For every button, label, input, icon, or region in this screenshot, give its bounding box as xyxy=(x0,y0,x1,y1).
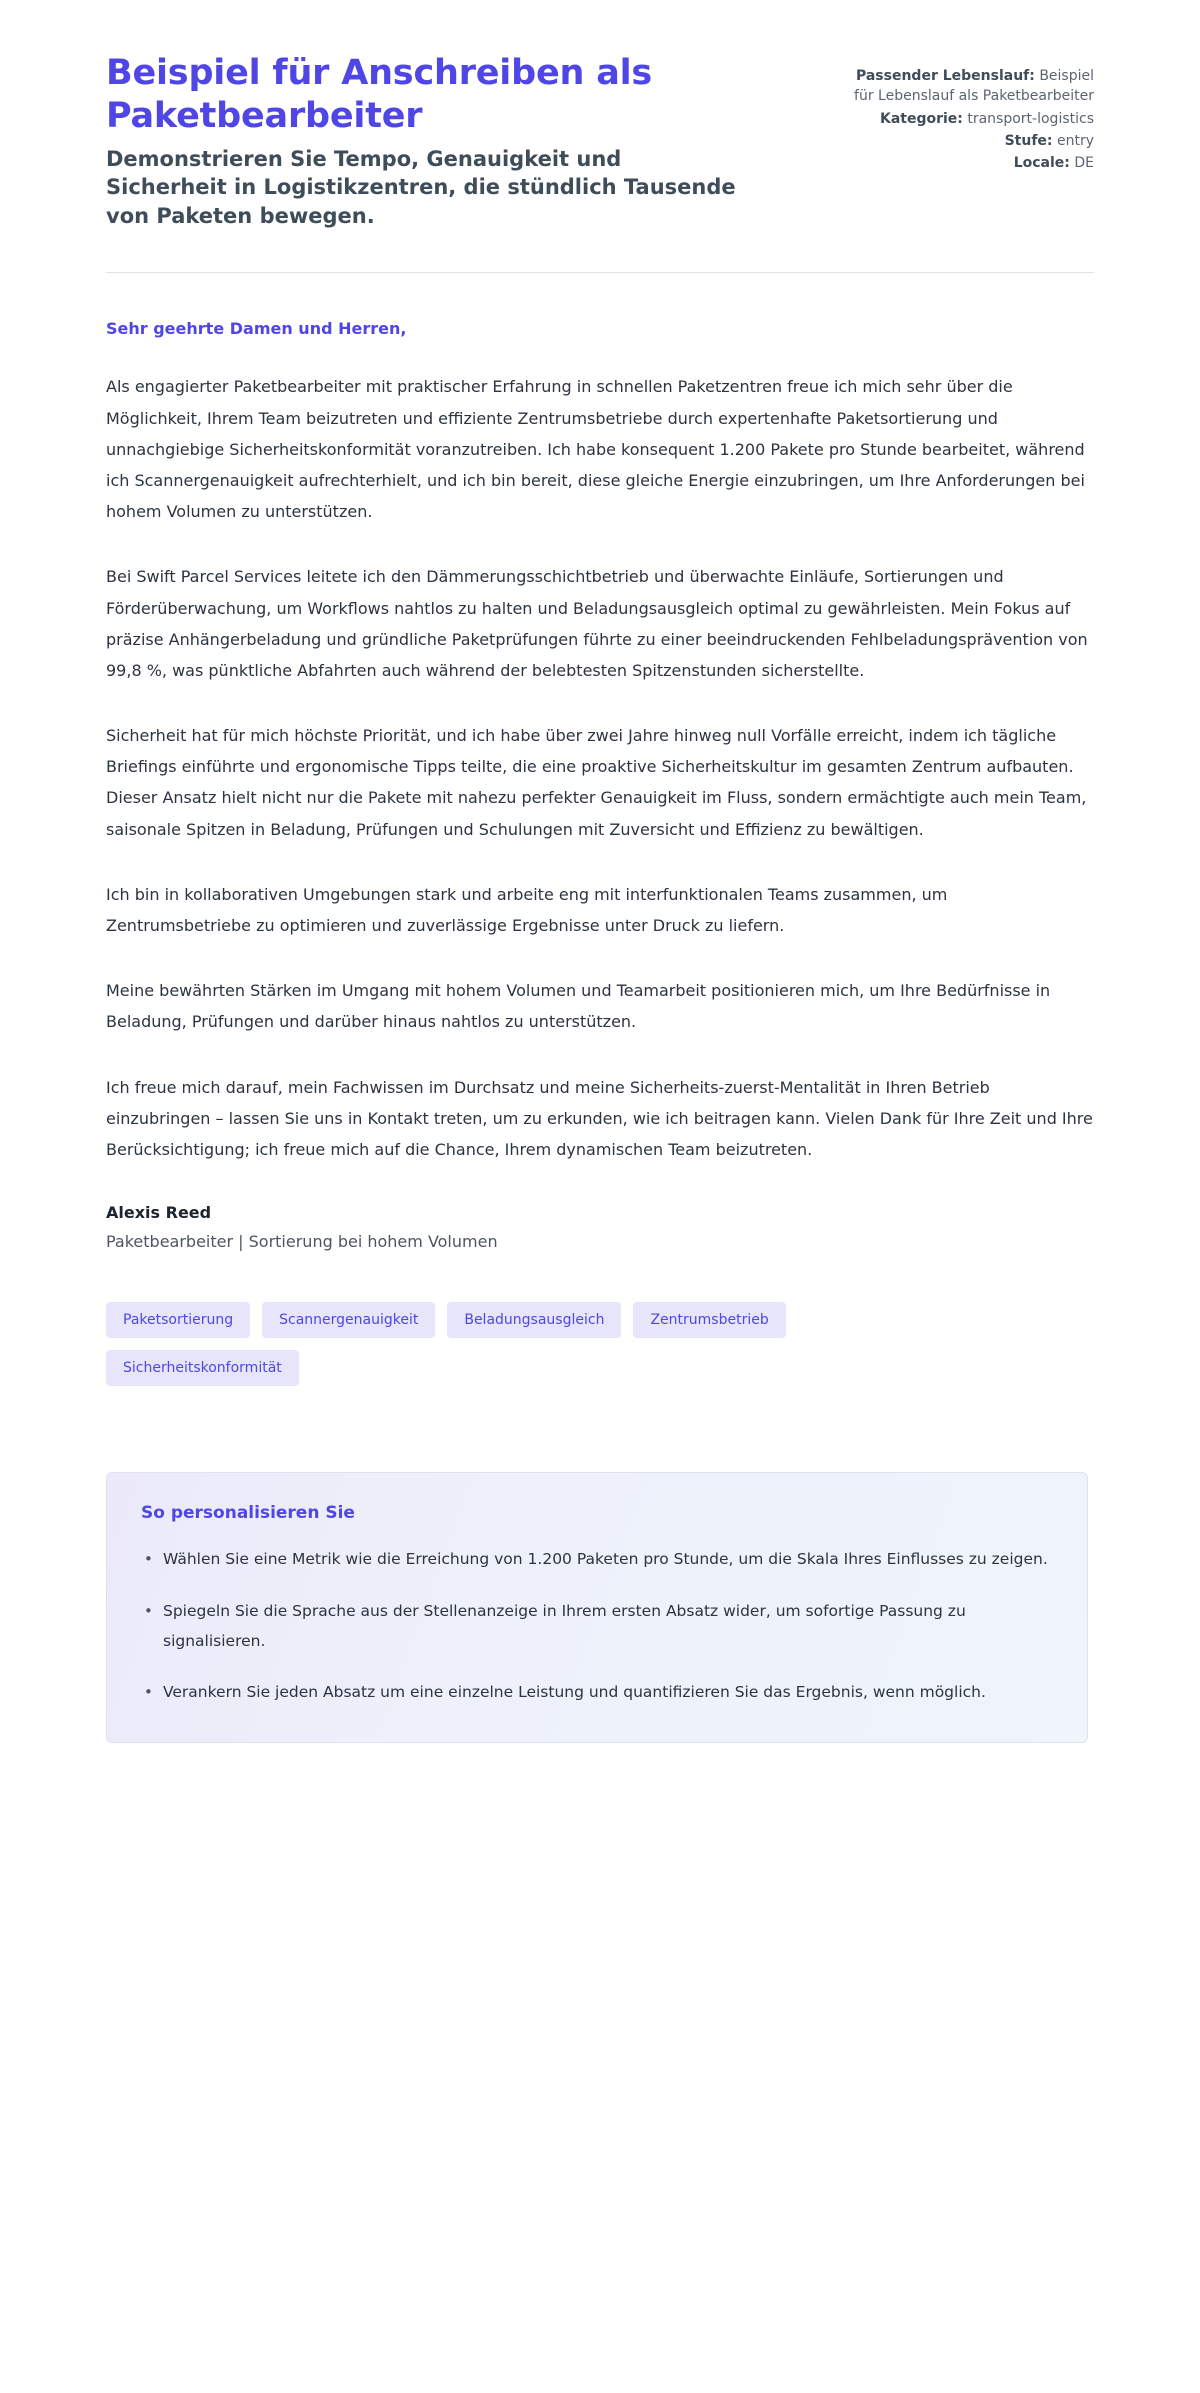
signature-block xyxy=(106,1203,1094,1254)
cover-letter-body xyxy=(106,273,1094,1254)
meta-label-locale: Locale: xyxy=(1013,155,1070,172)
page-title: Beispiel für Anschreiben als Paketbearbeiter xyxy=(106,53,653,137)
letter-paragraph-2: Bei Swift Parcel Services leitete ich den Dämmerungsschichtbetrieb und überwachte Einläufe, Sortierungen und Förderüberwachung, um Workflows nahtlos zu halten und Beladungsausgleich optimal zu gewährleisten. Mein Fokus auf präzise Anhängerbeladung und gründliche Paketprüfungen führte zu einer beeindruckenden Fehlbeladungsprävention von 99,8 %, was pünktliche Abfahrten auch während der belebtesten Spitzenstunden sicherstellte. xyxy=(106,567,1088,680)
letter-paragraph-1: Als engagierter Paketbearbeiter mit praktischer Erfahrung in schnellen Paketzentren freue ich mich sehr über die Möglichkeit, Ihrem Team beizutreten und effiziente Zentrumsbetriebe durch expertenhafte Paketsortierung und unnachgiebige Sicherheitskonformität voranzutreiben. Ich habe konsequent 1.200 Pakete pro Stunde bearbeitet, während ich Scannergenauigkeit aufrechterhielt, und ich bin bereit, diese gleiche Energie einzubringen, um Ihre Anforderungen bei hohem Volumen zu unterstützen. xyxy=(106,377,1085,522)
meta-row-locale xyxy=(834,153,1094,173)
header-title-block xyxy=(106,52,746,230)
meta-value-category: transport-logistics xyxy=(967,110,1094,127)
letter-paragraph-5: Meine bewährten Stärken im Umgang mit hohem Volumen und Teamarbeit positionieren mich, um Ihre Bedürfnisse in Beladung, Prüfungen und darüber hinaus nahtlos zu unterstützen. xyxy=(106,981,1051,1032)
callout-tip-item: • Spiegeln Sie die Sprache aus der Stellenanzeige in Ihrem ersten Absatz wider, um sofortige Passung zu signalisieren. xyxy=(141,1597,1053,1657)
meta-row-level xyxy=(834,131,1094,151)
skill-tag[interactable]: Scannergenauigkeit xyxy=(262,1302,435,1338)
meta-row-category xyxy=(834,109,1094,129)
skill-tag[interactable]: Zentrumsbetrieb xyxy=(633,1302,785,1338)
skill-tag[interactable]: Paketsortierung xyxy=(106,1302,250,1338)
page-subtitle: Demonstrieren Sie Tempo, Genauigkeit und Sicherheit in Logistikzentren, die stündlich Tausende von Paketen bewegen. xyxy=(106,146,736,228)
meta-value-matching-resume: Beispiel für Lebenslauf als Paketbearbeiter xyxy=(854,68,1094,105)
callout-tip-item: • Wählen Sie eine Metrik wie die Erreichung von 1.200 Paketen pro Stunde, um die Skala Ihres Einflusses zu zeigen. xyxy=(141,1545,1053,1575)
meta-label-matching-resume: Passender Lebenslauf: xyxy=(855,68,1035,84)
skill-tag-list xyxy=(106,1302,906,1386)
skill-tag[interactable]: Sicherheitskonformität xyxy=(106,1350,299,1386)
signature-name: Alexis Reed xyxy=(106,1203,212,1223)
meta-value-level: entry xyxy=(1056,132,1094,149)
meta-label-level: Stufe: xyxy=(1004,132,1053,149)
meta-row-matching-resume xyxy=(834,66,1094,107)
meta-value-locale: DE xyxy=(1074,155,1094,172)
document-header xyxy=(106,0,1094,230)
meta-label-category: Kategorie: xyxy=(879,110,963,127)
callout-tip-item: • Verankern Sie jeden Absatz um eine einzelne Leistung und quantifizieren Sie das Ergebnis, wenn möglich. xyxy=(141,1678,1053,1708)
skill-tag[interactable]: Beladungsausgleich xyxy=(447,1302,621,1338)
letter-paragraph-6: Ich freue mich darauf, mein Fachwissen im Durchsatz und meine Sicherheits-zuerst-Mentalität in Ihren Betrieb einzubringen – lassen Sie uns in Kontakt treten, um zu erkunden, wie ich beitragen kann. Vielen Dank für Ihre Zeit und Ihre Berücksichtigung; ich freue mich auf die Chance, Ihrem dynamischen Team beizutreten. xyxy=(106,1077,1093,1159)
letter-paragraph-3: Sicherheit hat für mich höchste Priorität, und ich habe über zwei Jahre hinweg null Vorfälle erreicht, indem ich tägliche Briefings einführte und ergonomische Tipps teilte, die eine proaktive Sicherheitskultur im gesamten Zentrum aufbauten. Dieser Ansatz hielt nicht nur die Pakete mit nahezu perfekter Genauigkeit im Fluss, sondern ermächtigte auch mein Team, saisonale Spitzen in Beladung, Prüfungen und Schulungen mit Zuversicht und Effizienz zu bewältigen. xyxy=(106,726,1087,839)
callout-tip-list xyxy=(141,1545,1053,1708)
personalization-callout xyxy=(106,1472,1088,1743)
salutation: Sehr geehrte Damen und Herren, xyxy=(106,319,407,339)
callout-title: So personalisieren Sie xyxy=(141,1503,355,1524)
signature-role: Paketbearbeiter | Sortierung bei hohem Volumen xyxy=(106,1232,498,1252)
header-metadata xyxy=(834,52,1094,175)
letter-paragraph-4: Ich bin in kollaborativen Umgebungen stark und arbeite eng mit interfunktionalen Teams zusammen, um Zentrumsbetriebe zu optimieren und zuverlässige Ergebnisse unter Druck zu liefern. xyxy=(106,884,948,936)
